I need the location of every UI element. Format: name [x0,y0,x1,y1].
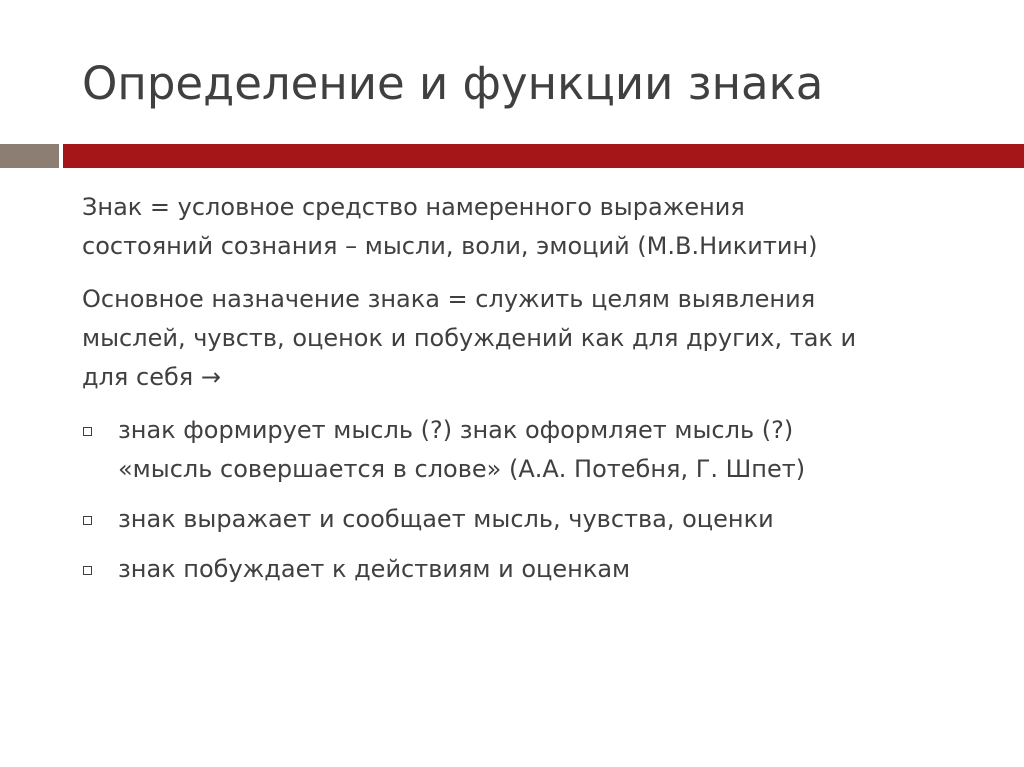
text-line: мыслей, чувств, оценок и побуждений как для других, так и [82,324,857,352]
definition-paragraph [82,188,982,266]
hollow-square-icon [83,566,92,575]
text-line: знак формирует мысль (?) знак оформляет мысль (?) [118,416,794,444]
text-line: Основное назначение знака = служить целям выявления [82,285,816,313]
hollow-square-icon [83,516,92,525]
functions-list [82,411,982,589]
slide-body [82,188,982,600]
purpose-paragraph [82,280,982,397]
text-line: знак выражает и сообщает мысль, чувства, оценки [118,505,774,533]
text-line: состояний сознания – мысли, воли, эмоций (М.В.Никитин) [82,232,818,260]
slide-title: Определение и функции знака [82,57,824,110]
text-line: «мысль совершается в слове» (А.А. Потебня, Г. Шпет) [118,455,806,483]
list-item [82,500,982,539]
hollow-square-icon [83,427,92,436]
list-item [82,411,982,489]
list-item [82,550,982,589]
text-line: Знак = условное средство намеренного выражения [82,193,745,221]
text-line: для себя → [82,363,221,391]
title-divider-accent [63,144,1024,168]
title-divider-left [0,144,59,168]
text-line: знак побуждает к действиям и оценкам [118,555,631,583]
